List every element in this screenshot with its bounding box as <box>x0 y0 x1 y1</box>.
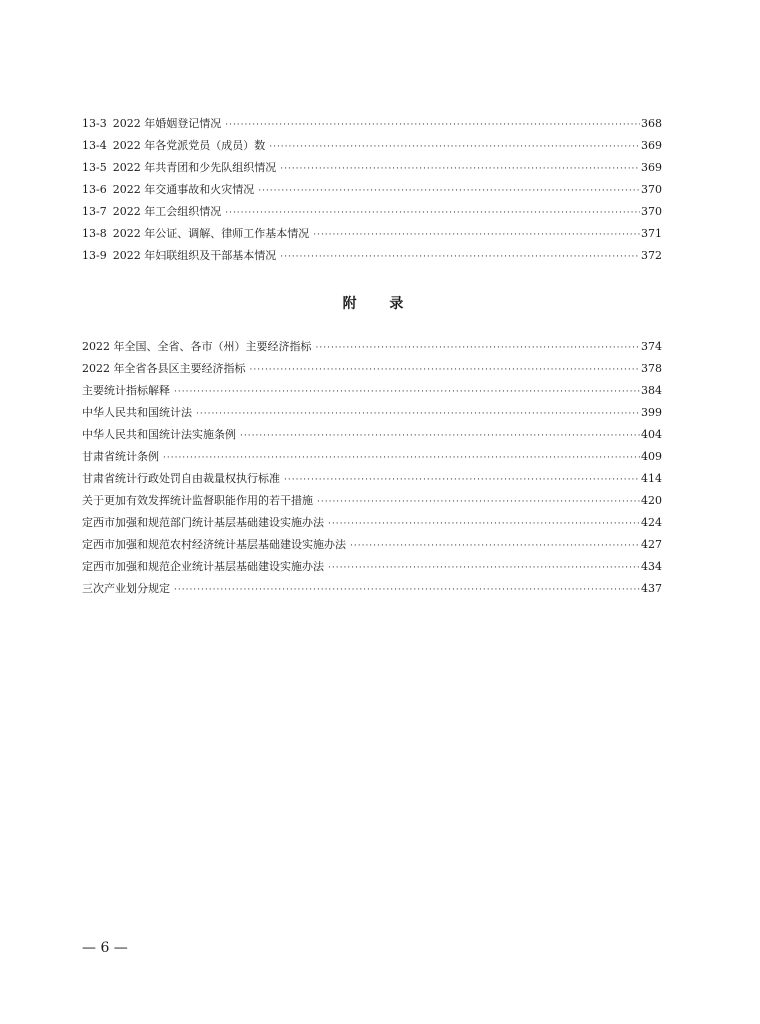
toc-entry[interactable] <box>82 113 662 135</box>
toc-entry-page: 420 <box>641 494 662 507</box>
toc-dot-leader <box>350 535 640 557</box>
toc-entry-page: 368 <box>641 117 662 130</box>
toc-entry-page: 399 <box>641 406 662 419</box>
toc-entry-title: 三次产业划分规定 <box>82 582 170 595</box>
toc-entry[interactable] <box>82 380 662 402</box>
toc-entry-number: 13-8 <box>82 227 107 240</box>
toc-entry-page: 404 <box>641 428 662 441</box>
appendix-heading: 附 录 <box>342 296 418 312</box>
toc-entry-number: 13-9 <box>82 249 107 262</box>
toc-entry-page: 369 <box>641 161 662 174</box>
toc-entry-title: 甘肃省统计条例 <box>82 450 159 463</box>
toc-dot-leader <box>316 337 641 359</box>
page-number: — 6 — <box>82 940 128 956</box>
toc-entry[interactable] <box>82 534 662 556</box>
toc-entry[interactable] <box>82 179 662 201</box>
toc-entry-title: 2022 年妇联组织及干部基本情况 <box>112 249 277 262</box>
toc-entry-title: 主要统计指标解释 <box>82 384 170 397</box>
toc-entry-page: 414 <box>641 472 662 485</box>
toc-entry[interactable] <box>82 358 662 380</box>
toc-entry-title: 2022 年公证、调解、律师工作基本情况 <box>112 227 310 240</box>
toc-dot-leader <box>328 513 640 535</box>
toc-entry-page: 370 <box>641 183 662 196</box>
toc-dot-leader <box>196 403 640 425</box>
toc-dot-leader <box>269 136 640 158</box>
toc-entry-number: 13-7 <box>82 205 107 218</box>
toc-entry-page: 378 <box>641 362 662 375</box>
toc-entry-page: 437 <box>641 582 662 595</box>
toc-entry-page: 427 <box>641 538 662 551</box>
toc-dot-leader <box>163 447 640 469</box>
toc-dot-leader <box>225 202 640 224</box>
toc-entry-page: 424 <box>641 516 662 529</box>
toc-entry[interactable] <box>82 468 662 490</box>
toc-entry-page: 434 <box>641 560 662 573</box>
toc-entry-number: 13-3 <box>82 117 107 130</box>
toc-section-chapter-13 <box>82 113 662 267</box>
toc-entry-page: 370 <box>641 205 662 218</box>
toc-entry-title: 2022 年交通事故和火灾情况 <box>112 183 255 196</box>
toc-entry-title: 定西市加强和规范部门统计基层基础建设实施办法 <box>82 516 324 529</box>
toc-entry-title: 定西市加强和规范企业统计基层基础建设实施办法 <box>82 560 324 573</box>
toc-entry-title: 甘肃省统计行政处罚自由裁量权执行标准 <box>82 472 280 485</box>
toc-dot-leader <box>313 224 640 246</box>
toc-entry-title: 2022 年共青团和少先队组织情况 <box>112 161 277 174</box>
toc-dot-leader <box>328 557 640 579</box>
toc-entry-title: 2022 年全省各县区主要经济指标 <box>82 362 246 375</box>
toc-entry[interactable] <box>82 578 662 600</box>
toc-entry-title: 2022 年婚姻登记情况 <box>112 117 222 130</box>
toc-dot-leader <box>240 425 640 447</box>
toc-entry[interactable] <box>82 245 662 267</box>
toc-dot-leader <box>280 158 640 180</box>
toc-dot-leader <box>174 579 640 601</box>
toc-entry[interactable] <box>82 223 662 245</box>
toc-entry[interactable] <box>82 157 662 179</box>
toc-entry-title: 定西市加强和规范农村经济统计基层基础建设实施办法 <box>82 538 346 551</box>
toc-entry[interactable] <box>82 424 662 446</box>
toc-dot-leader <box>284 469 640 491</box>
toc-entry-title: 关于更加有效发挥统计监督职能作用的若干措施 <box>82 494 313 507</box>
toc-entry-number: 13-5 <box>82 161 107 174</box>
toc-entry-title: 2022 年工会组织情况 <box>112 205 222 218</box>
toc-entry-title: 中华人民共和国统计法实施条例 <box>82 428 236 441</box>
toc-entry-number: 13-6 <box>82 183 107 196</box>
toc-entry-title: 中华人民共和国统计法 <box>82 406 192 419</box>
toc-dot-leader <box>250 359 641 381</box>
toc-entry[interactable] <box>82 402 662 424</box>
toc-dot-leader <box>258 180 640 202</box>
toc-dot-leader <box>280 246 640 268</box>
toc-dot-leader <box>317 491 640 513</box>
toc-section-appendix <box>82 336 662 600</box>
toc-entry-page: 374 <box>641 340 662 353</box>
toc-entry[interactable] <box>82 201 662 223</box>
toc-entry[interactable] <box>82 446 662 468</box>
toc-entry-title: 2022 年各党派党员（成员）数 <box>112 139 266 152</box>
toc-entry[interactable] <box>82 512 662 534</box>
toc-entry-title: 2022 年全国、全省、各市（州）主要经济指标 <box>82 340 312 353</box>
toc-entry[interactable] <box>82 556 662 578</box>
toc-entry-number: 13-4 <box>82 139 107 152</box>
toc-entry-page: 409 <box>641 450 662 463</box>
toc-entry[interactable] <box>82 135 662 157</box>
toc-dot-leader <box>174 381 640 403</box>
toc-entry-page: 371 <box>641 227 662 240</box>
toc-entry-page: 384 <box>641 384 662 397</box>
toc-entry[interactable] <box>82 336 662 358</box>
toc-entry[interactable] <box>82 490 662 512</box>
toc-dot-leader <box>225 114 640 136</box>
toc-entry-page: 369 <box>641 139 662 152</box>
toc-entry-page: 372 <box>641 249 662 262</box>
